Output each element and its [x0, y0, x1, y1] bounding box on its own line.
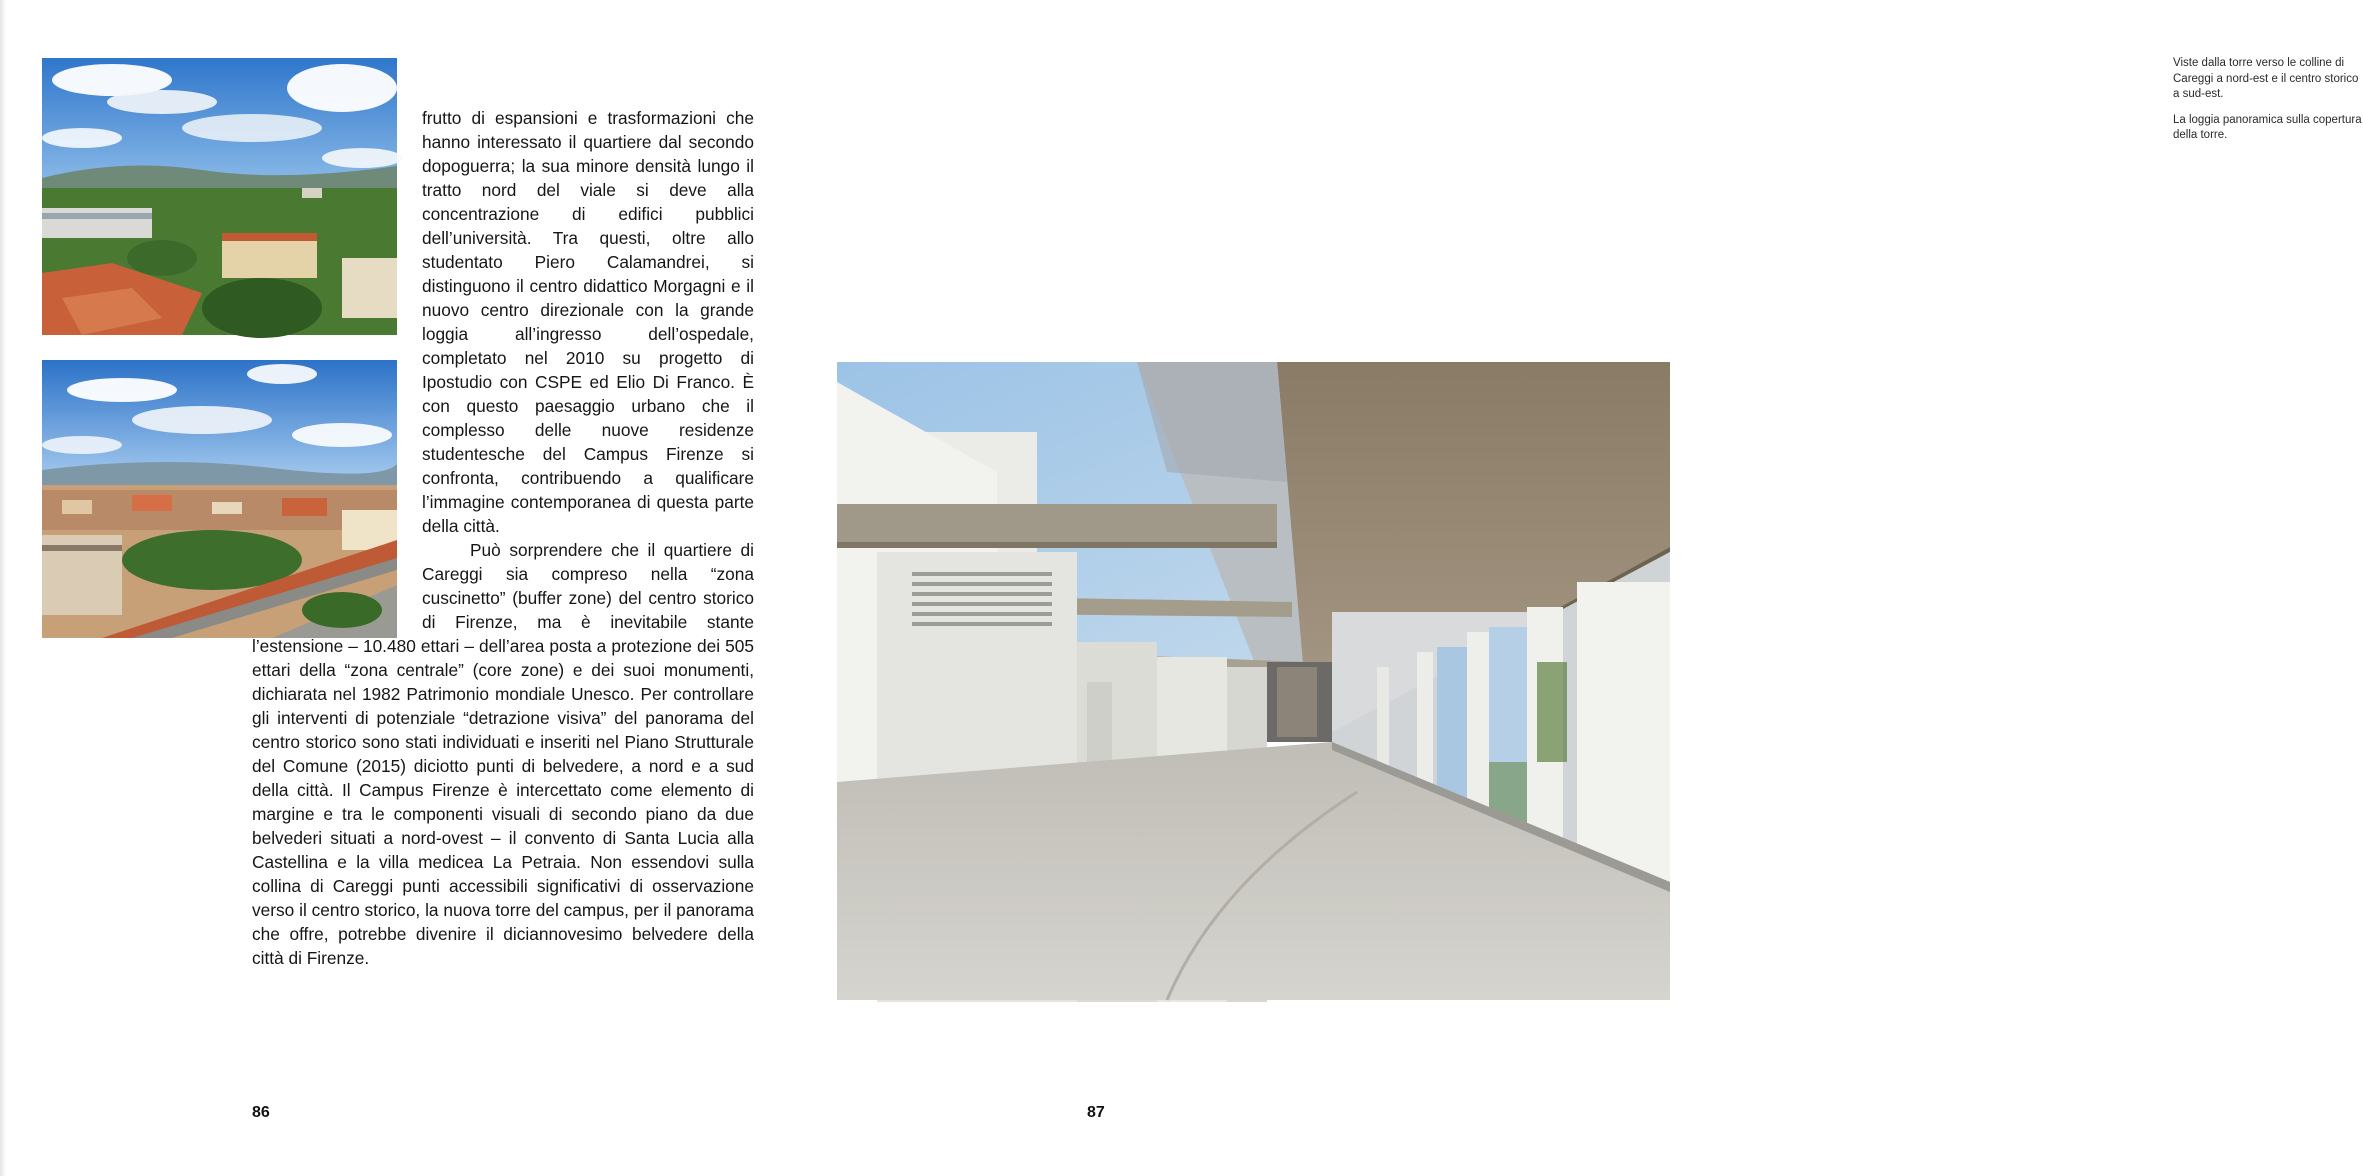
photo-captions [2173, 56, 2363, 154]
page-number-left: 86 [252, 1104, 270, 1121]
photo-panoramic-loggia-image [837, 362, 1670, 1000]
caption-views: Viste dalla torre verso le colline di Careggi a nord-est e il centro storico a sud-est. [2173, 57, 2359, 100]
body-text-column [252, 106, 754, 970]
page-number-right: 87 [1087, 1104, 1105, 1121]
image-float-spacer [252, 106, 422, 634]
body-paragraph: Può sorprendere che il quartiere di Careggi sia compreso nella “zona cuscinetto” (buffer zone) del centro storico di Firenze, ma è inevitabile stante l’estensione – 10.480 ettari – dell’area posta a protezione dei 505 ettari della “zona centrale” (core zone) e dei suoi monumenti, dichiarata nel 1982 Patrimonio mondiale Unesco. Per controllare gli interventi di potenziale “detrazione visiva” del panorama del centro storico sono stati individuati e inseriti nel Piano Strutturale del Comune (2015) diciotto punti di belvedere, a nord e a sud della città. Il Campus Firenze è intercettato come elemento di margine e tra le componenti visuali di secondo piano da due belvederi situati a nord-ovest – il convento di Santa Lucia alla Castellina e la villa medicea La Petraia. Non essendovi sulla collina di Careggi punti accessibili significativi di osservazione verso il centro storico, la nuova torre del campus, per il panorama che offre, potrebbe divenire il diciannovesimo belvedere della città di Firenze. [252, 540, 754, 968]
left-page [0, 0, 835, 1176]
body-paragraph: frutto di espansioni e trasformazioni che hanno interessato il quartiere dal secondo dopoguerra; la sua minore densità lungo il tratto nord del viale si deve alla concentrazione di edifici pubblici dell’università. Tra questi, oltre allo studentato Piero Calamandrei, si distinguono il centro didattico Morgagni e il nuovo centro direzionale con la grande loggia all’ingresso dell’ospedale, completato nel 2010 su progetto di Ipostudio con CSPE ed Elio Di Franco. È con questo paesaggio urbano che il complesso delle nuove residenze studentesche del Campus Firenze si confronta, contribuendo a qualificare l’immagine contemporanea di questa parte della città. [422, 108, 754, 536]
photo-panoramic-loggia [837, 362, 1670, 1000]
caption-loggia: La loggia panoramica sulla copertura della torre. [2173, 113, 2362, 141]
